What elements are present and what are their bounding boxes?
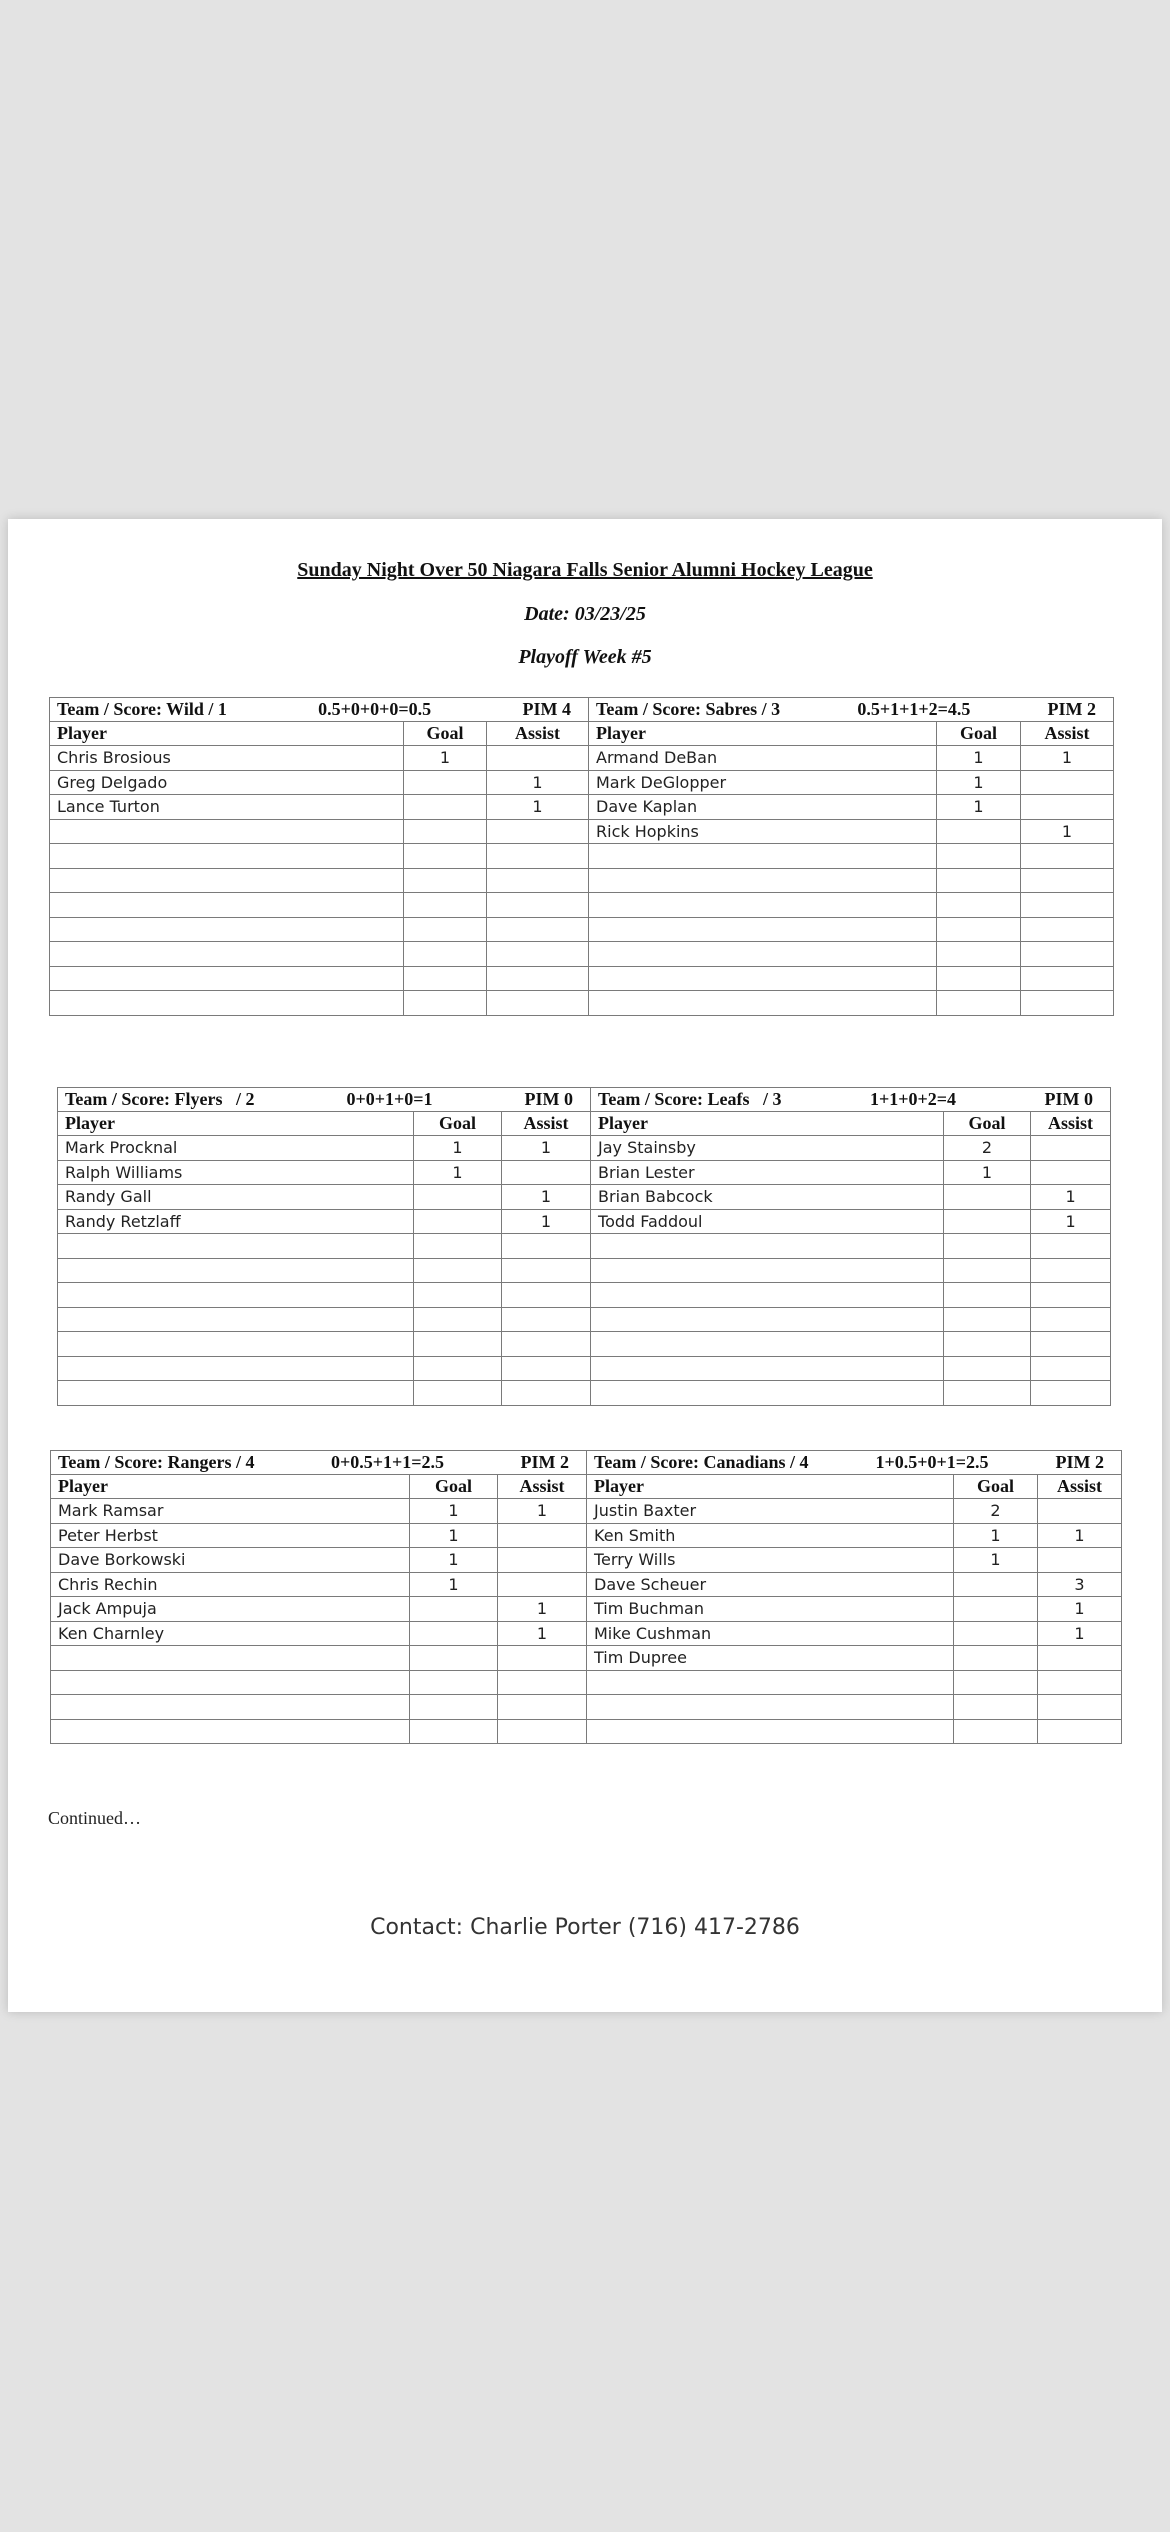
player-name bbox=[58, 1332, 414, 1357]
player-name bbox=[51, 1670, 410, 1695]
col-header-goal: Goal bbox=[954, 1475, 1038, 1499]
table-row bbox=[51, 1523, 1122, 1548]
goal-count bbox=[944, 1258, 1031, 1283]
player-name bbox=[50, 868, 404, 893]
player-name bbox=[50, 991, 404, 1016]
goal-count: 1 bbox=[944, 1160, 1031, 1185]
goal-count bbox=[414, 1381, 502, 1406]
goal-count bbox=[410, 1719, 498, 1744]
assist-count: 1 bbox=[502, 1136, 591, 1161]
assist-count: 1 bbox=[1038, 1621, 1122, 1646]
goal-count bbox=[410, 1621, 498, 1646]
goal-count: 1 bbox=[954, 1548, 1038, 1573]
goal-count: 1 bbox=[410, 1548, 498, 1573]
player-name: Brian Babcock bbox=[591, 1185, 944, 1210]
score-calculation: 0+0.5+1+1=2.5 bbox=[330, 1452, 444, 1472]
table-row bbox=[58, 1234, 1111, 1259]
assist-count bbox=[487, 819, 589, 844]
goal-count: 1 bbox=[410, 1572, 498, 1597]
goal-count bbox=[410, 1646, 498, 1671]
player-name: Tim Dupree bbox=[587, 1646, 954, 1671]
col-header-goal: Goal bbox=[944, 1112, 1031, 1136]
col-header-assist: Assist bbox=[1031, 1112, 1111, 1136]
team-name-score: Team / Score: Wild / 1 bbox=[57, 699, 227, 719]
scoresheet-page bbox=[8, 519, 1162, 2012]
player-name bbox=[591, 1356, 944, 1381]
goal-count: 1 bbox=[410, 1499, 498, 1524]
assist-count bbox=[1031, 1332, 1111, 1357]
table-row bbox=[50, 819, 1114, 844]
assist-count bbox=[498, 1670, 587, 1695]
goal-count bbox=[944, 1283, 1031, 1308]
player-name bbox=[50, 917, 404, 942]
assist-count bbox=[502, 1356, 591, 1381]
player-name: Peter Herbst bbox=[51, 1523, 410, 1548]
col-header-goal: Goal bbox=[937, 722, 1021, 746]
col-header-player: Player bbox=[587, 1475, 954, 1499]
goal-count bbox=[414, 1258, 502, 1283]
goal-count bbox=[937, 942, 1021, 967]
team-score-left bbox=[58, 1088, 591, 1112]
goal-count bbox=[954, 1597, 1038, 1622]
table-row bbox=[50, 917, 1114, 942]
assist-count bbox=[498, 1695, 587, 1720]
assist-count: 1 bbox=[498, 1499, 587, 1524]
team-score-left bbox=[51, 1451, 587, 1475]
assist-count bbox=[1031, 1160, 1111, 1185]
goal-count bbox=[404, 868, 487, 893]
goal-count bbox=[414, 1185, 502, 1210]
player-name: Brian Lester bbox=[591, 1160, 944, 1185]
assist-count bbox=[1031, 1307, 1111, 1332]
assist-count bbox=[502, 1283, 591, 1308]
col-header-goal: Goal bbox=[410, 1475, 498, 1499]
table-row bbox=[58, 1356, 1111, 1381]
team-name-score: Team / Score: Flyers / 2 bbox=[65, 1089, 255, 1109]
column-header-row bbox=[50, 722, 1114, 746]
assist-count: 1 bbox=[487, 795, 589, 820]
goal-count bbox=[954, 1670, 1038, 1695]
penalty-minutes: PIM 2 bbox=[1055, 1452, 1104, 1472]
assist-count bbox=[1021, 795, 1114, 820]
assist-count bbox=[1021, 991, 1114, 1016]
player-name bbox=[589, 868, 937, 893]
assist-count bbox=[1021, 868, 1114, 893]
team-name-score: Team / Score: Leafs / 3 bbox=[598, 1089, 782, 1109]
assist-count: 1 bbox=[1031, 1209, 1111, 1234]
goal-count: 1 bbox=[410, 1523, 498, 1548]
table-row bbox=[50, 942, 1114, 967]
goal-count bbox=[410, 1695, 498, 1720]
player-name bbox=[589, 917, 937, 942]
player-name: Terry Wills bbox=[587, 1548, 954, 1573]
player-name: Armand DeBan bbox=[589, 746, 937, 771]
goal-count bbox=[404, 942, 487, 967]
col-header-goal: Goal bbox=[404, 722, 487, 746]
team-score-header bbox=[51, 1451, 1122, 1475]
player-name bbox=[51, 1646, 410, 1671]
assist-count: 1 bbox=[502, 1209, 591, 1234]
goal-count bbox=[937, 819, 1021, 844]
player-name bbox=[58, 1283, 414, 1308]
player-name bbox=[589, 942, 937, 967]
player-name bbox=[58, 1234, 414, 1259]
score-calculation: 1+0.5+0+1=2.5 bbox=[875, 1452, 989, 1472]
assist-count bbox=[502, 1381, 591, 1406]
player-name: Chris Rechin bbox=[51, 1572, 410, 1597]
table-row bbox=[58, 1258, 1111, 1283]
player-name: Dave Borkowski bbox=[51, 1548, 410, 1573]
assist-count bbox=[487, 966, 589, 991]
player-name: Todd Faddoul bbox=[591, 1209, 944, 1234]
col-header-goal: Goal bbox=[414, 1112, 502, 1136]
player-name bbox=[591, 1332, 944, 1357]
goal-count bbox=[954, 1719, 1038, 1744]
assist-count bbox=[1031, 1234, 1111, 1259]
assist-count bbox=[487, 917, 589, 942]
assist-count: 1 bbox=[1038, 1523, 1122, 1548]
goal-count: 1 bbox=[937, 770, 1021, 795]
col-header-assist: Assist bbox=[1038, 1475, 1122, 1499]
assist-count bbox=[1038, 1670, 1122, 1695]
player-name bbox=[51, 1719, 410, 1744]
player-name bbox=[589, 844, 937, 869]
player-name: Mark Procknal bbox=[58, 1136, 414, 1161]
table-row bbox=[58, 1185, 1111, 1210]
table-row bbox=[50, 991, 1114, 1016]
assist-count bbox=[1038, 1548, 1122, 1573]
goal-count bbox=[404, 966, 487, 991]
player-name bbox=[50, 819, 404, 844]
assist-count: 1 bbox=[1038, 1597, 1122, 1622]
col-header-player: Player bbox=[589, 722, 937, 746]
score-calculation: 0.5+1+1+2=4.5 bbox=[857, 699, 971, 719]
goal-count bbox=[954, 1646, 1038, 1671]
assist-count bbox=[498, 1646, 587, 1671]
player-name bbox=[591, 1283, 944, 1308]
goal-count bbox=[944, 1356, 1031, 1381]
assist-count: 1 bbox=[1021, 746, 1114, 771]
assist-count bbox=[1021, 942, 1114, 967]
goal-count bbox=[937, 893, 1021, 918]
player-name bbox=[58, 1258, 414, 1283]
game-table bbox=[57, 1087, 1111, 1406]
assist-count bbox=[1038, 1695, 1122, 1720]
goal-count bbox=[414, 1283, 502, 1308]
player-name: Mark Ramsar bbox=[51, 1499, 410, 1524]
table-row bbox=[58, 1332, 1111, 1357]
assist-count bbox=[498, 1548, 587, 1573]
player-name bbox=[50, 966, 404, 991]
player-name bbox=[587, 1695, 954, 1720]
assist-count: 3 bbox=[1038, 1572, 1122, 1597]
goal-count bbox=[404, 770, 487, 795]
table-row bbox=[51, 1670, 1122, 1695]
table-row bbox=[58, 1307, 1111, 1332]
player-name: Randy Gall bbox=[58, 1185, 414, 1210]
table-row bbox=[51, 1646, 1122, 1671]
goal-count bbox=[410, 1597, 498, 1622]
assist-count bbox=[502, 1160, 591, 1185]
assist-count bbox=[1031, 1136, 1111, 1161]
player-name bbox=[50, 844, 404, 869]
table-row bbox=[50, 966, 1114, 991]
team-name-score: Team / Score: Sabres / 3 bbox=[596, 699, 781, 719]
assist-count bbox=[1021, 770, 1114, 795]
goal-count: 2 bbox=[954, 1499, 1038, 1524]
team-name-score: Team / Score: Rangers / 4 bbox=[58, 1452, 255, 1472]
goal-count bbox=[954, 1621, 1038, 1646]
assist-count bbox=[487, 868, 589, 893]
goal-count bbox=[944, 1307, 1031, 1332]
table-row bbox=[58, 1381, 1111, 1406]
player-name: Chris Brosious bbox=[50, 746, 404, 771]
table-row bbox=[51, 1572, 1122, 1597]
table-row bbox=[50, 893, 1114, 918]
assist-count bbox=[1031, 1258, 1111, 1283]
assist-count: 1 bbox=[498, 1597, 587, 1622]
table-row bbox=[51, 1548, 1122, 1573]
assist-count bbox=[1021, 966, 1114, 991]
goal-count bbox=[414, 1234, 502, 1259]
penalty-minutes: PIM 4 bbox=[522, 699, 571, 719]
continued-note: Continued… bbox=[48, 1808, 141, 1828]
assist-count bbox=[1031, 1283, 1111, 1308]
player-name: Justin Baxter bbox=[587, 1499, 954, 1524]
goal-count: 1 bbox=[414, 1160, 502, 1185]
goal-count bbox=[404, 795, 487, 820]
player-name bbox=[589, 966, 937, 991]
player-name bbox=[591, 1381, 944, 1406]
team-score-right bbox=[591, 1088, 1111, 1112]
player-name: Mark DeGlopper bbox=[589, 770, 937, 795]
goal-count bbox=[414, 1209, 502, 1234]
assist-count bbox=[502, 1332, 591, 1357]
goal-count: 1 bbox=[414, 1136, 502, 1161]
player-name bbox=[58, 1356, 414, 1381]
player-name: Jay Stainsby bbox=[591, 1136, 944, 1161]
goal-count bbox=[944, 1209, 1031, 1234]
player-name bbox=[591, 1307, 944, 1332]
col-header-player: Player bbox=[591, 1112, 944, 1136]
goal-count bbox=[944, 1185, 1031, 1210]
assist-count: 1 bbox=[502, 1185, 591, 1210]
player-name: Mike Cushman bbox=[587, 1621, 954, 1646]
assist-count bbox=[1031, 1381, 1111, 1406]
player-name: Rick Hopkins bbox=[589, 819, 937, 844]
team-name-score: Team / Score: Canadians / 4 bbox=[594, 1452, 809, 1472]
assist-count bbox=[487, 991, 589, 1016]
table-row bbox=[58, 1209, 1111, 1234]
player-name: Dave Kaplan bbox=[589, 795, 937, 820]
goal-count: 1 bbox=[954, 1523, 1038, 1548]
player-name bbox=[58, 1307, 414, 1332]
player-name bbox=[51, 1695, 410, 1720]
player-name bbox=[50, 893, 404, 918]
assist-count bbox=[487, 942, 589, 967]
goal-count bbox=[937, 868, 1021, 893]
assist-count bbox=[502, 1307, 591, 1332]
col-header-player: Player bbox=[50, 722, 404, 746]
col-header-player: Player bbox=[58, 1112, 414, 1136]
assist-count bbox=[1021, 893, 1114, 918]
table-row bbox=[51, 1499, 1122, 1524]
player-name bbox=[50, 942, 404, 967]
goal-count bbox=[937, 966, 1021, 991]
col-header-player: Player bbox=[51, 1475, 410, 1499]
game-table bbox=[49, 697, 1114, 1016]
player-name: Ralph Williams bbox=[58, 1160, 414, 1185]
assist-count bbox=[502, 1258, 591, 1283]
table-row bbox=[58, 1160, 1111, 1185]
penalty-minutes: PIM 2 bbox=[1047, 699, 1097, 719]
table-row bbox=[50, 844, 1114, 869]
assist-count: 1 bbox=[498, 1621, 587, 1646]
assist-count: 1 bbox=[1021, 819, 1114, 844]
game-table bbox=[50, 1450, 1122, 1744]
goal-count: 1 bbox=[937, 795, 1021, 820]
goal-count bbox=[404, 917, 487, 942]
playoff-week: Playoff Week #5 bbox=[518, 646, 652, 668]
player-name bbox=[587, 1670, 954, 1695]
assist-count bbox=[487, 893, 589, 918]
assist-count bbox=[487, 844, 589, 869]
table-row bbox=[50, 868, 1114, 893]
goal-count bbox=[937, 917, 1021, 942]
table-row bbox=[51, 1695, 1122, 1720]
column-header-row bbox=[58, 1112, 1111, 1136]
assist-count bbox=[487, 746, 589, 771]
table-row bbox=[51, 1597, 1122, 1622]
goal-count bbox=[414, 1332, 502, 1357]
goal-count bbox=[404, 893, 487, 918]
contact-info: Contact: Charlie Porter (716) 417-2786 bbox=[370, 1915, 800, 1940]
assist-count bbox=[1038, 1646, 1122, 1671]
col-header-assist: Assist bbox=[498, 1475, 587, 1499]
table-row bbox=[51, 1621, 1122, 1646]
goal-count: 1 bbox=[404, 746, 487, 771]
score-calculation: 0.5+0+0+0=0.5 bbox=[318, 699, 432, 719]
goal-count bbox=[414, 1307, 502, 1332]
penalty-minutes: PIM 0 bbox=[1044, 1089, 1094, 1109]
goal-count bbox=[410, 1670, 498, 1695]
player-name bbox=[591, 1234, 944, 1259]
team-score-right bbox=[587, 1451, 1122, 1475]
goal-count bbox=[414, 1356, 502, 1381]
assist-count bbox=[1038, 1719, 1122, 1744]
goal-count bbox=[937, 844, 1021, 869]
table-row bbox=[50, 770, 1114, 795]
assist-count: 1 bbox=[487, 770, 589, 795]
game-date: Date: 03/23/25 bbox=[524, 603, 646, 625]
team-score-header bbox=[58, 1088, 1111, 1112]
player-name: Tim Buchman bbox=[587, 1597, 954, 1622]
player-name bbox=[589, 893, 937, 918]
table-row bbox=[58, 1283, 1111, 1308]
goal-count bbox=[937, 991, 1021, 1016]
column-header-row bbox=[51, 1475, 1122, 1499]
assist-count bbox=[1031, 1356, 1111, 1381]
goal-count bbox=[944, 1332, 1031, 1357]
col-header-assist: Assist bbox=[487, 722, 589, 746]
assist-count bbox=[498, 1523, 587, 1548]
team-score-right bbox=[589, 698, 1114, 722]
goal-count bbox=[404, 991, 487, 1016]
goal-count bbox=[944, 1234, 1031, 1259]
col-header-assist: Assist bbox=[1021, 722, 1114, 746]
assist-count bbox=[502, 1234, 591, 1259]
player-name bbox=[591, 1258, 944, 1283]
goal-count bbox=[944, 1381, 1031, 1406]
assist-count bbox=[1021, 844, 1114, 869]
player-name: Lance Turton bbox=[50, 795, 404, 820]
player-name bbox=[58, 1381, 414, 1406]
goal-count: 1 bbox=[937, 746, 1021, 771]
player-name: Dave Scheuer bbox=[587, 1572, 954, 1597]
player-name bbox=[587, 1719, 954, 1744]
goal-count bbox=[954, 1695, 1038, 1720]
table-row bbox=[50, 795, 1114, 820]
team-score-left bbox=[50, 698, 589, 722]
goal-count bbox=[404, 844, 487, 869]
player-name: Randy Retzlaff bbox=[58, 1209, 414, 1234]
player-name: Jack Ampuja bbox=[51, 1597, 410, 1622]
assist-count bbox=[1021, 917, 1114, 942]
col-header-assist: Assist bbox=[502, 1112, 591, 1136]
player-name: Greg Delgado bbox=[50, 770, 404, 795]
table-row bbox=[51, 1719, 1122, 1744]
penalty-minutes: PIM 2 bbox=[520, 1452, 569, 1472]
goal-count: 2 bbox=[944, 1136, 1031, 1161]
goal-count bbox=[404, 819, 487, 844]
player-name: Ken Smith bbox=[587, 1523, 954, 1548]
score-calculation: 1+1+0+2=4 bbox=[870, 1089, 957, 1109]
table-row bbox=[58, 1136, 1111, 1161]
score-calculation: 0+0+1+0=1 bbox=[346, 1089, 433, 1109]
assist-count: 1 bbox=[1031, 1185, 1111, 1210]
assist-count bbox=[498, 1572, 587, 1597]
player-name: Ken Charnley bbox=[51, 1621, 410, 1646]
penalty-minutes: PIM 0 bbox=[524, 1089, 573, 1109]
player-name bbox=[589, 991, 937, 1016]
team-score-header bbox=[50, 698, 1114, 722]
assist-count bbox=[1038, 1499, 1122, 1524]
goal-count bbox=[954, 1572, 1038, 1597]
assist-count bbox=[498, 1719, 587, 1744]
table-row bbox=[50, 746, 1114, 771]
league-title: Sunday Night Over 50 Niagara Falls Senior Alumni Hockey League bbox=[297, 559, 873, 581]
